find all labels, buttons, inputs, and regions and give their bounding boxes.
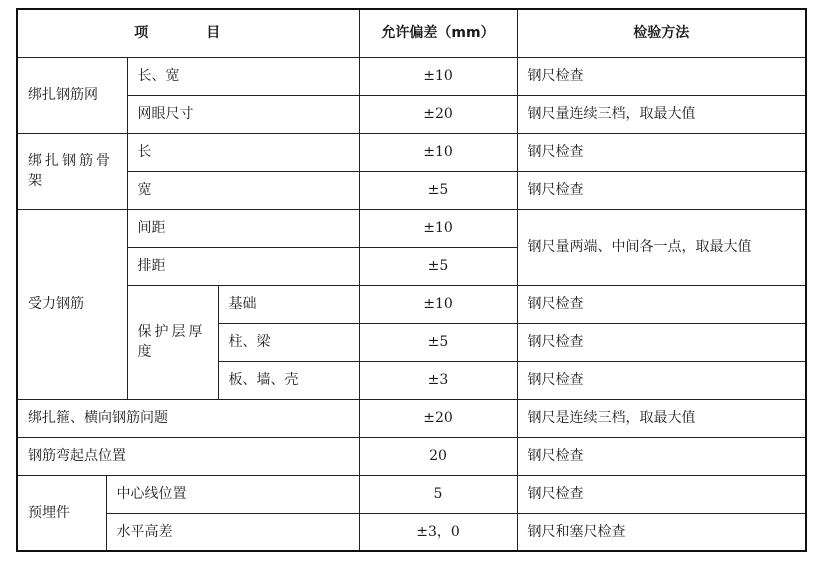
table-row: [17, 513, 806, 551]
method-cell: 钢尺检查: [517, 285, 806, 323]
cover-thickness-label: 保护层厚度: [127, 285, 218, 399]
table-row: [17, 209, 806, 247]
method-cell: 钢尺量连续三档，取最大值: [517, 95, 806, 133]
tolerance-cell: ±3: [359, 361, 517, 399]
table-row: [17, 475, 806, 513]
item-cell: 长: [127, 133, 359, 171]
group-label-skeleton: 绑扎钢筋骨架: [17, 133, 127, 209]
item-cell: 基础: [218, 285, 359, 323]
item-cell: 水平高差: [106, 513, 359, 551]
tolerance-cell: ±3，0: [359, 513, 517, 551]
tolerance-cell: ±10: [359, 133, 517, 171]
method-cell: 钢尺检查: [517, 133, 806, 171]
method-cell: 钢尺检查: [517, 171, 806, 209]
tolerance-cell: ±5: [359, 323, 517, 361]
tolerance-cell: ±10: [359, 57, 517, 95]
header-row: [17, 9, 806, 57]
header-item: 项 目: [17, 9, 359, 57]
item-cell: 长、宽: [127, 57, 359, 95]
item-cell: 宽: [127, 171, 359, 209]
tolerance-cell: ±5: [359, 247, 517, 285]
tolerance-table: [16, 8, 807, 552]
method-cell: 钢尺是连续三档，取最大值: [517, 399, 806, 437]
method-cell: 钢尺量两端、中间各一点，取最大值: [517, 209, 806, 285]
table-row: [17, 437, 806, 475]
table-row: [17, 171, 806, 209]
method-cell: 钢尺检查: [517, 57, 806, 95]
item-cell: 柱、梁: [218, 323, 359, 361]
tolerance-cell: ±10: [359, 209, 517, 247]
tolerance-cell: ±5: [359, 171, 517, 209]
group-label-stressed: 受力钢筋: [17, 209, 127, 399]
method-cell: 钢尺和塞尺检查: [517, 513, 806, 551]
item-cell: 网眼尺寸: [127, 95, 359, 133]
tolerance-cell: 5: [359, 475, 517, 513]
group-label-mesh: 绑扎钢筋网: [17, 57, 127, 133]
method-cell: 钢尺检查: [517, 437, 806, 475]
header-method: 检验方法: [517, 9, 806, 57]
tolerance-cell: 20: [359, 437, 517, 475]
method-cell: 钢尺检查: [517, 361, 806, 399]
item-cell: 中心线位置: [106, 475, 359, 513]
table-row: [17, 399, 806, 437]
group-label-embedded: 预埋件: [17, 475, 106, 551]
method-cell: 钢尺检查: [517, 323, 806, 361]
tolerance-cell: ±10: [359, 285, 517, 323]
table-row: [17, 95, 806, 133]
method-cell: 钢尺检查: [517, 475, 806, 513]
tolerance-cell: ±20: [359, 95, 517, 133]
table-row: [17, 57, 806, 95]
item-cell: 排距: [127, 247, 359, 285]
item-cell: 钢筋弯起点位置: [17, 437, 359, 475]
table-row: [17, 133, 806, 171]
item-cell: 绑扎箍、横向钢筋问题: [17, 399, 359, 437]
header-tolerance: 允许偏差（mm）: [359, 9, 517, 57]
tolerance-cell: ±20: [359, 399, 517, 437]
table-row: [17, 285, 806, 323]
item-cell: 间距: [127, 209, 359, 247]
item-cell: 板、墙、壳: [218, 361, 359, 399]
